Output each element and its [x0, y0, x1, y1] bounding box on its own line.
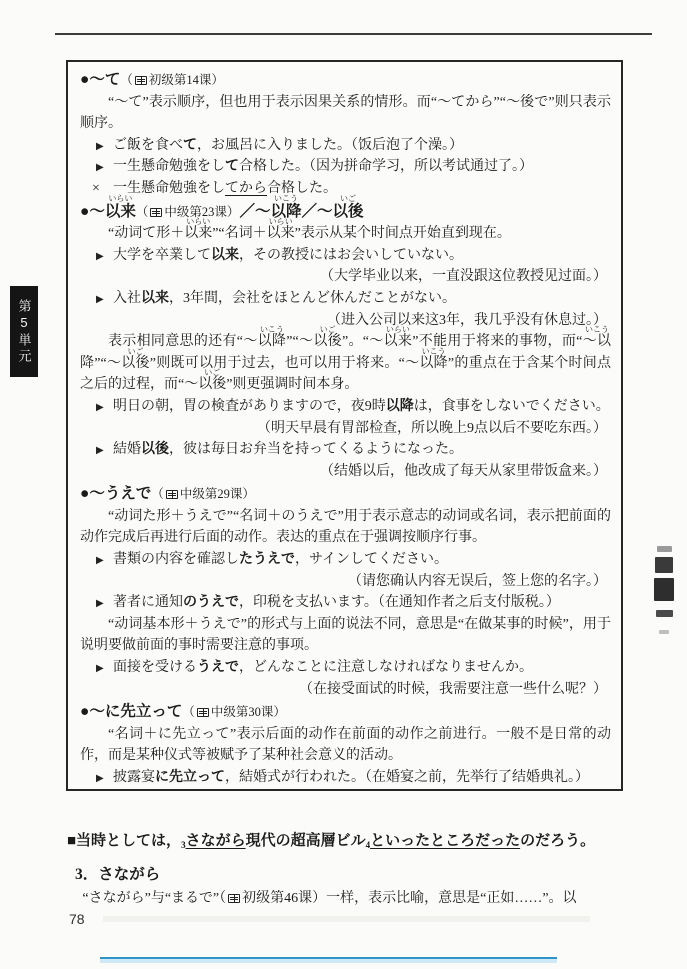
text-segment: 一生懸命勉強をし	[113, 180, 225, 196]
text-segment: といったところだった	[370, 833, 521, 849]
text-segment: ，3年間，会社をほとんど休んだことがない。	[169, 290, 456, 306]
footer-faint-rule	[103, 916, 590, 922]
text-segment: 現代の超高層ビル	[245, 833, 366, 849]
text-segment: 書類の内容を確認し	[113, 552, 239, 568]
grammar-lines	[80, 69, 611, 789]
text-segment-ruby: 以降 いこう	[419, 346, 448, 371]
book-icon	[135, 76, 147, 85]
scan-artifact	[657, 546, 672, 552]
text-segment-ruby: 以降 いこう	[270, 193, 302, 220]
text-segment: 3．さながら	[75, 866, 161, 883]
example-marker-icon: ▶	[96, 773, 104, 784]
text-segment: ”则既可以用于过去，也可以用于将来。“～	[149, 355, 420, 371]
text-segment-ruby: 以来 いらい	[266, 217, 295, 242]
page-number: 78	[69, 911, 85, 927]
text-line-tr	[80, 310, 611, 332]
text-line-p	[80, 506, 611, 549]
text-segment: 以来	[141, 290, 169, 306]
text-segment: 披露宴	[113, 770, 155, 785]
text-segment: 一生懸命勉強をし	[113, 159, 225, 175]
text-line-p	[80, 325, 612, 396]
book-icon	[166, 490, 178, 499]
text-segment: ”“～	[94, 355, 122, 371]
text-segment: ／～	[239, 202, 271, 220]
text-segment: てから	[225, 180, 267, 196]
text-segment-ruby: 以降 いこう	[80, 325, 612, 371]
text-segment: 4	[365, 840, 371, 850]
text-segment: ，結婚式が行われた。（在婚宴之前，先举行了结婚典礼。）	[225, 770, 589, 785]
text-segment: 面接を受ける	[113, 660, 197, 676]
text-segment: “～て”表示顺序，但也用于表示因果关系的情形。而“～てから”“～後で”则只表示顺序。	[80, 94, 611, 132]
text-segment: 合格した。（因为拼命学习，所以考试通过了。）	[239, 159, 533, 175]
text-segment: ”表示从某个时间点开始直到现在。	[294, 226, 511, 242]
text-segment: 表示相同意思的还有“～	[108, 334, 258, 350]
text-line-ex	[80, 439, 611, 461]
example-sentence-note	[67, 829, 627, 850]
text-segment: ，その教授にはお会いしていない。	[239, 247, 463, 263]
scan-artifact	[659, 630, 669, 634]
example-marker-icon: ▶	[96, 140, 104, 152]
text-segment: 結婚	[113, 442, 141, 458]
text-segment: のだろう。	[520, 833, 596, 849]
text-segment: 合格した。	[267, 180, 337, 196]
text-segment-ruby: 以来 いらい	[104, 193, 136, 220]
text-segment: ～に先立って	[89, 703, 183, 721]
text-segment: うえで	[197, 660, 239, 676]
text-segment: （在接受面试的时候，我需要注意一些什么呢？）	[299, 681, 607, 697]
text-segment: 明日の朝，胃の検査がありますので，夜9時	[113, 398, 386, 414]
text-segment: “さながら”与“まるで”（	[82, 891, 227, 906]
text-segment: ”不能用于将来的事物，而“～	[412, 334, 598, 350]
text-segment: “动词基本形＋うえで”的形式与上面的说法不同，意思是“在做某事的时候”，用于说明要做前面的事时需要注意的事项。	[80, 616, 611, 654]
text-segment-ruby: 以後 いご	[198, 368, 227, 393]
text-segment-ruby: 以来 いらい	[184, 217, 213, 242]
text-line-tr	[80, 679, 611, 701]
text-line-ex	[80, 396, 611, 418]
scan-artifact	[656, 610, 673, 617]
example-marker-icon: ▶	[96, 401, 104, 413]
text-line-h2	[75, 862, 635, 884]
text-line-tr	[80, 571, 611, 593]
text-segment: ”“名词＋	[212, 226, 267, 242]
text-segment: “动词て形＋	[108, 226, 185, 242]
sanagara-paragraph	[67, 887, 627, 907]
text-line-h	[80, 193, 611, 224]
example-marker-icon: ▶	[96, 445, 104, 457]
text-segment: （请您确认内容无误后，签上您的名字。）	[348, 573, 607, 589]
text-segment: 以後	[141, 442, 169, 458]
text-line-tr	[80, 266, 611, 288]
unit-tab: 第5単元	[10, 286, 38, 377]
text-segment: （	[120, 73, 133, 87]
text-line-note	[67, 829, 627, 850]
text-segment: 以来	[211, 247, 239, 263]
text-segment: 中级第30课）	[210, 705, 286, 720]
text-line-ex	[80, 135, 611, 157]
text-line-h	[80, 483, 611, 506]
text-segment: ～うえで	[89, 485, 152, 503]
example-marker-icon: ▶	[96, 555, 104, 567]
text-segment: 中级第29课）	[179, 487, 255, 502]
text-line-ex	[80, 767, 611, 789]
text-segment: 初级第46课）一样，表示比喻，意思是“正如……”。以	[242, 891, 577, 906]
text-line-p	[80, 724, 611, 767]
text-line-p	[80, 614, 611, 657]
text-segment: は，食事をしないでください。	[413, 398, 610, 414]
text-segment: ”。“～	[341, 334, 384, 350]
text-segment: （	[151, 487, 164, 502]
text-segment: ”的重点在于含某个时间点之后的过程，而“～	[80, 355, 612, 393]
section-heading-sanagara	[75, 862, 635, 884]
text-segment: ご飯を食べ	[113, 137, 183, 153]
text-segment: ，お風呂に入りました。（饭后泡了个澡。）	[197, 137, 463, 153]
text-segment: ●	[80, 703, 90, 721]
text-segment: （明天早晨有胃部检查，所以晚上9点以后不要吃东西。）	[257, 420, 607, 436]
text-line-p	[80, 92, 611, 135]
text-segment: （	[135, 204, 149, 219]
page-top-rule	[55, 33, 652, 35]
text-line-ex	[80, 592, 611, 614]
text-line-h	[80, 701, 611, 724]
text-segment: （进入公司以来这3年，我几乎没有休息过。）	[327, 312, 607, 328]
text-line-ex	[80, 156, 611, 178]
scan-artifact	[654, 578, 674, 601]
text-segment: ●	[80, 485, 90, 503]
text-segment: に先立って	[155, 770, 225, 785]
text-segment-ruby: 以降 いこう	[257, 325, 287, 350]
text-segment: て	[183, 137, 197, 153]
text-segment: ●	[80, 71, 90, 88]
text-line-p2	[67, 887, 627, 907]
text-segment-ruby: 以後 いご	[121, 346, 150, 371]
text-segment: 中级第23课）	[164, 204, 240, 219]
text-segment: （结婚以后，他改成了每天从家里带饭盒来。）	[320, 463, 607, 479]
text-segment: たうえで	[239, 552, 295, 568]
text-segment: のうえで	[183, 595, 239, 611]
text-segment: ●	[80, 202, 90, 220]
text-segment: 初级第14课）	[148, 73, 224, 87]
example-marker-icon: ▶	[96, 663, 104, 675]
text-segment: さながら	[185, 833, 246, 849]
text-segment: て	[225, 159, 239, 175]
text-segment: ■当時としては，	[67, 833, 182, 849]
text-line-p	[80, 217, 611, 245]
text-segment-ruby: 以後 いご	[313, 325, 342, 350]
grammar-content-box	[66, 60, 623, 791]
example-marker-icon: ▶	[96, 293, 104, 305]
text-segment: ，印税を支払います。（在通知作者之后支付版税。）	[239, 595, 560, 611]
wrong-marker-icon: ×	[92, 180, 100, 196]
text-segment: ／～	[301, 202, 333, 220]
text-segment: “名词＋に先立って”表示后面的动作在前面的动作之前进行。一般不是日常的动作，而是某种仪式等被赋予了某种社会意义的活动。	[80, 726, 611, 764]
book-icon	[228, 894, 240, 903]
text-segment: ，どんなことに注意しなければなりませんか。	[239, 660, 533, 676]
text-segment: （	[182, 705, 195, 720]
text-segment: 大学を卒業して	[113, 247, 211, 263]
text-segment: 以降	[385, 398, 414, 414]
text-segment: 著者に通知	[113, 595, 183, 611]
text-segment: ，サインしてください。	[295, 552, 449, 568]
text-segment: ～	[89, 202, 105, 220]
next-page-edge-bar	[100, 957, 557, 963]
book-icon	[150, 208, 162, 217]
text-segment: （大学毕业以来，一直没跟这位教授见过面。）	[320, 269, 607, 285]
text-line-ex	[80, 549, 611, 571]
example-marker-icon: ▶	[96, 250, 104, 262]
text-segment: “动词た形＋うえで”“名词＋のうえで”用于表示意志的动词或名词，表示把前面的动作完成后再进行后面的动作。表达的重点在于强调按顺序行事。	[80, 508, 611, 546]
example-marker-icon: ▶	[96, 162, 104, 174]
text-line-h	[80, 69, 611, 92]
text-segment: ，彼は毎日お弁当を持ってくるようになった。	[169, 442, 463, 458]
text-segment-ruby: 以来 いらい	[383, 325, 413, 350]
text-segment: 3	[181, 840, 186, 850]
text-line-ex	[80, 288, 611, 310]
text-segment: ～て	[89, 71, 121, 88]
text-line-tr	[80, 418, 611, 440]
text-line-ex	[80, 245, 611, 267]
text-line-ex	[80, 657, 611, 679]
text-line-tr	[80, 461, 611, 483]
text-segment: ”“～	[286, 334, 314, 350]
example-marker-icon: ▶	[96, 598, 104, 610]
text-segment: ”则更强调时间本身。	[226, 377, 359, 393]
book-icon	[197, 708, 209, 717]
text-segment-ruby: 以後 いご	[332, 193, 364, 220]
scan-artifact	[655, 557, 673, 573]
text-segment: 入社	[113, 290, 141, 306]
